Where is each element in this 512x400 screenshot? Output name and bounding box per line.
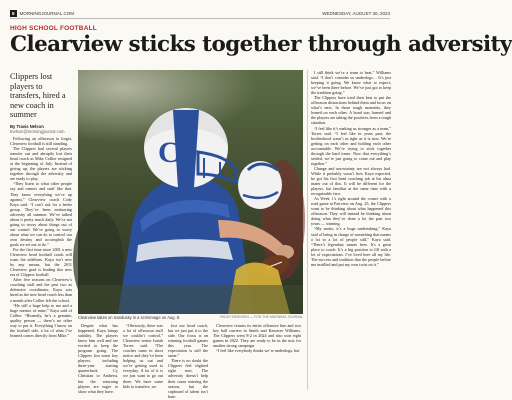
helmet-logo: C	[158, 136, 180, 169]
article-paragraph: For the first time since 2001 a new Clearview head football coach will roam the sidelines. Kaya isn’t new by any means, but the 2011 Clearview grad is leading this new era of Clippers football.	[10, 247, 72, 278]
article-paragraph: “He still a huge help to me and a huge mentor of mine,” Kaya said of Collier. “Honestly, he’s a genuine, quality person — there’s no other way to put it. Everything I know on the football side, a lot of what I’ve learned comes directly from Mike.”	[10, 302, 72, 338]
byline-email[interactable]: tnelson@morningjournal.com	[10, 129, 65, 134]
article-paragraph: As Week 1’s right around the corner with a road game at Fairview on Aug. 25, the Clippers want to be thinking about what happened this offseason. They will instead be thinking about doing what they’ve done a lot the past two years — winning.	[311, 196, 391, 227]
article-paragraph: Following an offseason to forget, Clearview football is still standing.	[10, 136, 72, 147]
article-paragraph: Despite what has happened, Kaya brings stability. The players know him well and are excited to keep the program going. The Clippers lost some key players, including three-year starting quarterback Cy Christian to Amherst, but the returning players are eager to show what they have.	[78, 323, 118, 394]
article-paragraph: lost our head coach, but we just put it to the side. Our focus is on winning football games this year. The expectation is still the same.”	[168, 323, 208, 359]
article-paragraph: There is no doubt the Clippers feel slighted right now. The adversity doesn’t help their cause entering the season, but the cupboard of talent isn’t bare.	[168, 358, 208, 399]
masthead-bar	[10, 8, 390, 19]
article-paragraph: Clearview returns its entire offensive line and two key ball carriers in Smith and Kemerer Williams. The Clippers went 8-2 in 2024 and also won eight games in 2022. They are ready to be in the mix for another strong campaign.	[213, 323, 301, 349]
site-name[interactable]: MORNINGJOURNAL.COM	[19, 10, 75, 16]
byline	[10, 124, 72, 134]
article-paragraph: The Clippers have tried their best to put the offseason distractions behind them and focus on what’s next. In those tough moments, they leaned on each other. A bond was formed and the players are taking the positives from a tough situation.	[311, 95, 391, 126]
article-paragraph: “Obviously, there was a lot of offseason stuff we couldn’t control,” Clearview senior Isaiah Torres said. “The coaches came in short notice and they’ve been helping us out and we’re getting used to everyday. A lot of it is we just want to go out there. We have some kids to transfers, we	[123, 323, 163, 389]
article-paragraph: Change and uncertainty are not always bad. While it probably wasn’t how Kaya expected, he got his first head coaching job at his alma mater out of this. It will be different for the players, but familiar at the same time with a recognizable face.	[311, 165, 391, 197]
article-paragraph: “My motto, it’s a huge undertaking,” Kaya said of being in charge of something that means a lot to a lot of people still,” Kaya said. “There’s legendary names here. It’s a great place to coach. It’s a big position to fill with a lot of expectations. I’ve lived here all my life. The success and tradition that the people before me instilled and put my own twist on it.”	[311, 226, 391, 267]
article-paragraph: “I feel like it’s making us stronger as a team,” Torres said. “I feel like in years past, the brotherhood wasn’t as tight as it is now. We’re getting on each other and holding each other accountable. We’re trying to stick together through the hard times. Now that everything’s settled, we’re just going to come out and play together.”	[311, 125, 391, 166]
section-label: HIGH SCHOOL FOOTBALL	[10, 25, 97, 32]
article-paragraph: “They listen to what other people say and rumors and stuff like that. They know everything we’re up against,” Clearview coach Cody Kaya said. “I can’t ask for a better group. They’ve been embracing adversity all summer. We’ve talked about it pretty much daily. We’re not going to worry about things out of our control. We’re going to worry about what we can do to control our own destiny and accomplish the goals we set out to do.”	[10, 181, 72, 247]
article-column-3	[123, 323, 163, 391]
article-column-6	[311, 70, 391, 391]
photo-credit: PADDY BERNSEN — FOR THE MORNING JOURNAL	[220, 315, 303, 319]
article-column-4	[168, 323, 208, 399]
article-paragraph: After five seasons on Clearview’s coaching staff and the past two as defensive coordinator, Kaya was hired as the new head coach less than a month after Collier left the school.	[10, 277, 72, 303]
game-photo	[78, 70, 303, 314]
photo-caption: Clearview takes on Sandusky in a scrimmage on Aug. 8.	[78, 315, 181, 320]
deck: Clippers lost players to transfers, hired a new coach in summer	[10, 72, 66, 120]
article-paragraph: “I feel like everybody thinks we’re underdogs, but	[216, 348, 300, 354]
column-rule	[307, 70, 308, 390]
byline-name: By Travis Nelson	[10, 124, 44, 129]
headline: Clearview sticks together through adversity	[10, 32, 512, 57]
article-column-1	[10, 136, 72, 390]
article-paragraph: The Clippers had several players transfer out and abruptly lost their head coach as Mike Collier resigned at the beginning of July. Instead of giving up, the players are sticking together through the adversity and are ready to play.	[10, 146, 72, 182]
article-paragraph: I still think we’re a team to beat,” Williams said. “I don’t consider us underdogs… It’s just keeping it going. We know what to expect, we’ve been there before. We’ve just got to keep the tradition going.”	[311, 70, 391, 96]
issue-date: WEDNESDAY, AUGUST 30, 2023	[322, 10, 390, 16]
page-number: 8	[12, 10, 15, 16]
football-scrimmage-image	[78, 70, 303, 314]
article-column-5	[213, 323, 301, 391]
article-column-2	[78, 323, 118, 394]
